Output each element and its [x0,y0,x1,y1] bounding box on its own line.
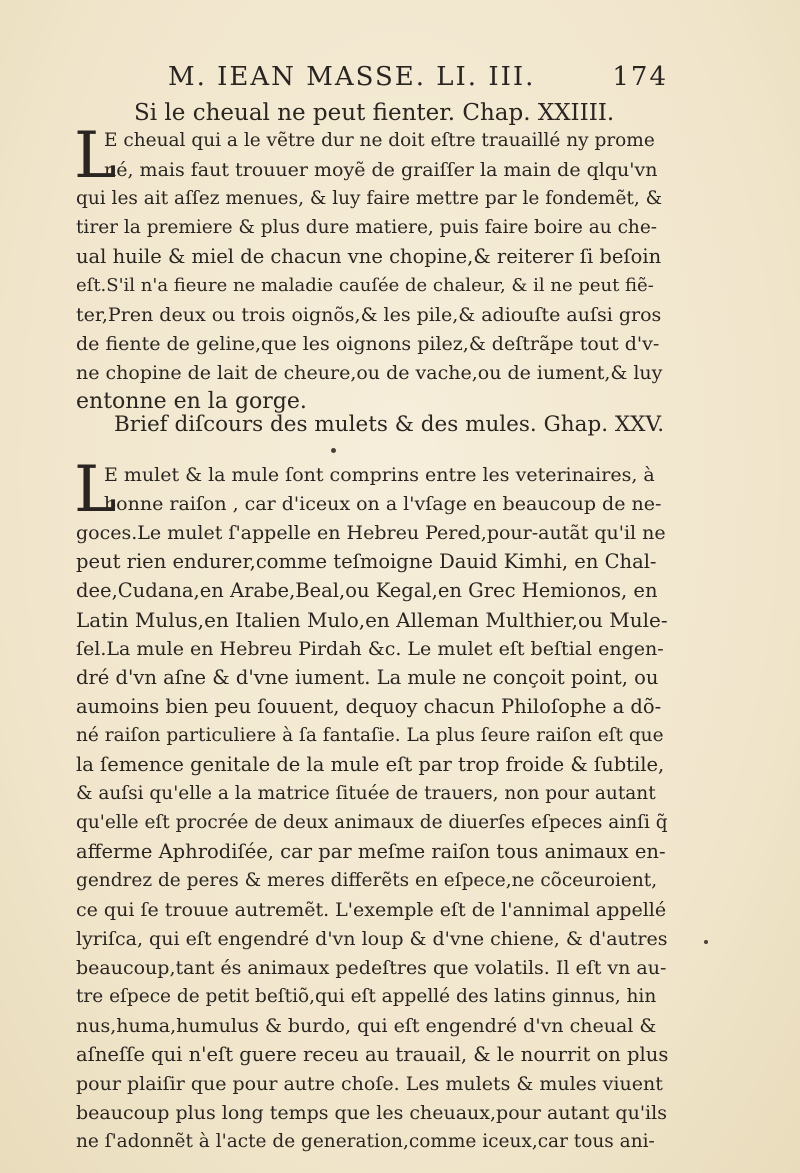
chapter-25-line: gendrez de peres & meres differẽts en eſpece,ne cõceuroient, [76,870,658,891]
chapter-25-line: pour plaiſir que pour autre choſe. Les mulets & mules viuent [76,1073,663,1095]
chapter-25-line: tre eſpece de petit beſtiõ,qui eſt appellé des latins ginnus, hin [76,986,657,1007]
running-header [168,62,668,98]
chapter-25-line: aumoins bien peu ſouuent, dequoy chacun Philoſophe a dõ- [76,695,662,718]
chapter-25-line: aſneſſe qui n'eſt guere receu au trauail, & le nourrit on plus [76,1043,669,1066]
margin-speck [704,940,708,944]
chapter-24-dropcap: L [74,119,117,193]
chapter-24-heading: Si le cheual ne peut fienter. Chap. XXIIII. [134,100,615,126]
chapter-25-line: nus,huma,humulus & burdo, qui eſt engendré d'vn cheual & [76,1015,657,1037]
chapter-25-line: bonne raiſon , car d'iceux on a l'vſage en beaucoup de ne- [104,493,662,515]
chapter-24-line: de fiente de geline,que les oignons pilez,& deſtrãpe tout d'v- [76,333,660,355]
chapter-24-line: eſt.S'il n'a fieure ne maladie cauſée de chaleur, & il ne peut fiẽ- [76,275,654,296]
chapter-24-line: entonne en la gorge. [76,389,307,414]
chapter-25-line: dré d'vn aſne & d'vne iument. La mule ne conçoit point, ou [76,666,659,689]
chapter-25-line: beaucoup,tant és animaux pedeſtres que volatils. Il eſt vn au- [76,957,667,979]
chapter-25-line: Latin Mulus,en Italien Mulo,en Alleman Multhier,ou Mule- [76,608,668,632]
chapter-25-line: lyriſca, qui eſt engendré d'vn loup & d'vne chiene, & d'autres [76,928,668,950]
chapter-25-line: dee,Cudana,en Arabe,Beal,ou Kegal,en Grec Hemionos, en [76,579,658,602]
chapter-25-line: ce qui ſe trouue autremẽt. L'exemple eſt de l'annimal appellé [76,899,667,921]
chapter-24-line: tirer la premiere & plus dure matiere, puis faire boire au che- [76,217,658,238]
running-title: M. IEAN MASSE. LI. III. [168,62,536,92]
chapter-25-line: la ſemence genitale de la mule eſt par trop froide & ſubtile, [76,753,665,776]
chapter-24-line: ter,Pren deux ou trois oignõs,& les pile,& adiouſte auſsi gros [76,304,662,326]
chapter-25-dropcap: L [74,453,117,527]
chapter-24-line: ual huile & miel de chacun vne chopine,& reiterer ſi beſoin [76,245,662,268]
chapter-25-line: peut rien endurer,comme teſmoigne Dauid Kimhi, en Chal- [76,550,657,573]
chapter-25-line: né raiſon particuliere à ſa fantaſie. La plus ſeure raiſon eſt que [76,725,664,746]
chapter-24-line: E cheual qui a le vẽtre dur ne doit eſtre trauaillé ny prome [104,130,655,151]
chapter-25-line: afferme Aphrodiſée, car par meſme raiſon tous animaux en- [76,840,666,863]
chapter-24-line: né, mais faut trouuer moyẽ de graiſſer la main de qlqu'vn [104,159,658,181]
chapter-25-line: goces.Le mulet ſ'appelle en Hebreu Pered,pour-autãt qu'il ne [76,522,666,544]
chapter-24-line: ne chopine de lait de cheure,ou de vache,ou de iument,& luy [76,362,663,384]
chapter-25-line: ſel.La mule en Hebreu Pirdah &c. Le mulet eſt beſtial engen- [76,638,664,660]
chapter-25-line: ne ſ'adonnẽt à l'acte de generation,comme iceux,car tous ani- [76,1131,655,1152]
chapter-25-line: & auſsi qu'elle a la matrice ſituée de trauers, non pour autant [76,783,656,804]
chapter-25-line: E mulet & la mule ſont comprins entre les veterinaires, à [104,464,655,486]
chapter-25-heading: Brief diſcours des mulets & des mules. Ghap. XXV. [114,412,665,437]
chapter-24-line: qui les ait aſſez menues, & luy faire mettre par le fondemẽt, & [76,188,663,209]
ornament-dot [331,448,336,453]
chapter-25-line: qu'elle eſt procrée de deux animaux de diuerſes eſpeces ainſi q̃ [76,812,668,833]
chapter-25-line: beaucoup plus long temps que les cheuaux,pour autant qu'ils [76,1102,667,1124]
page-number: 174 [612,62,668,92]
